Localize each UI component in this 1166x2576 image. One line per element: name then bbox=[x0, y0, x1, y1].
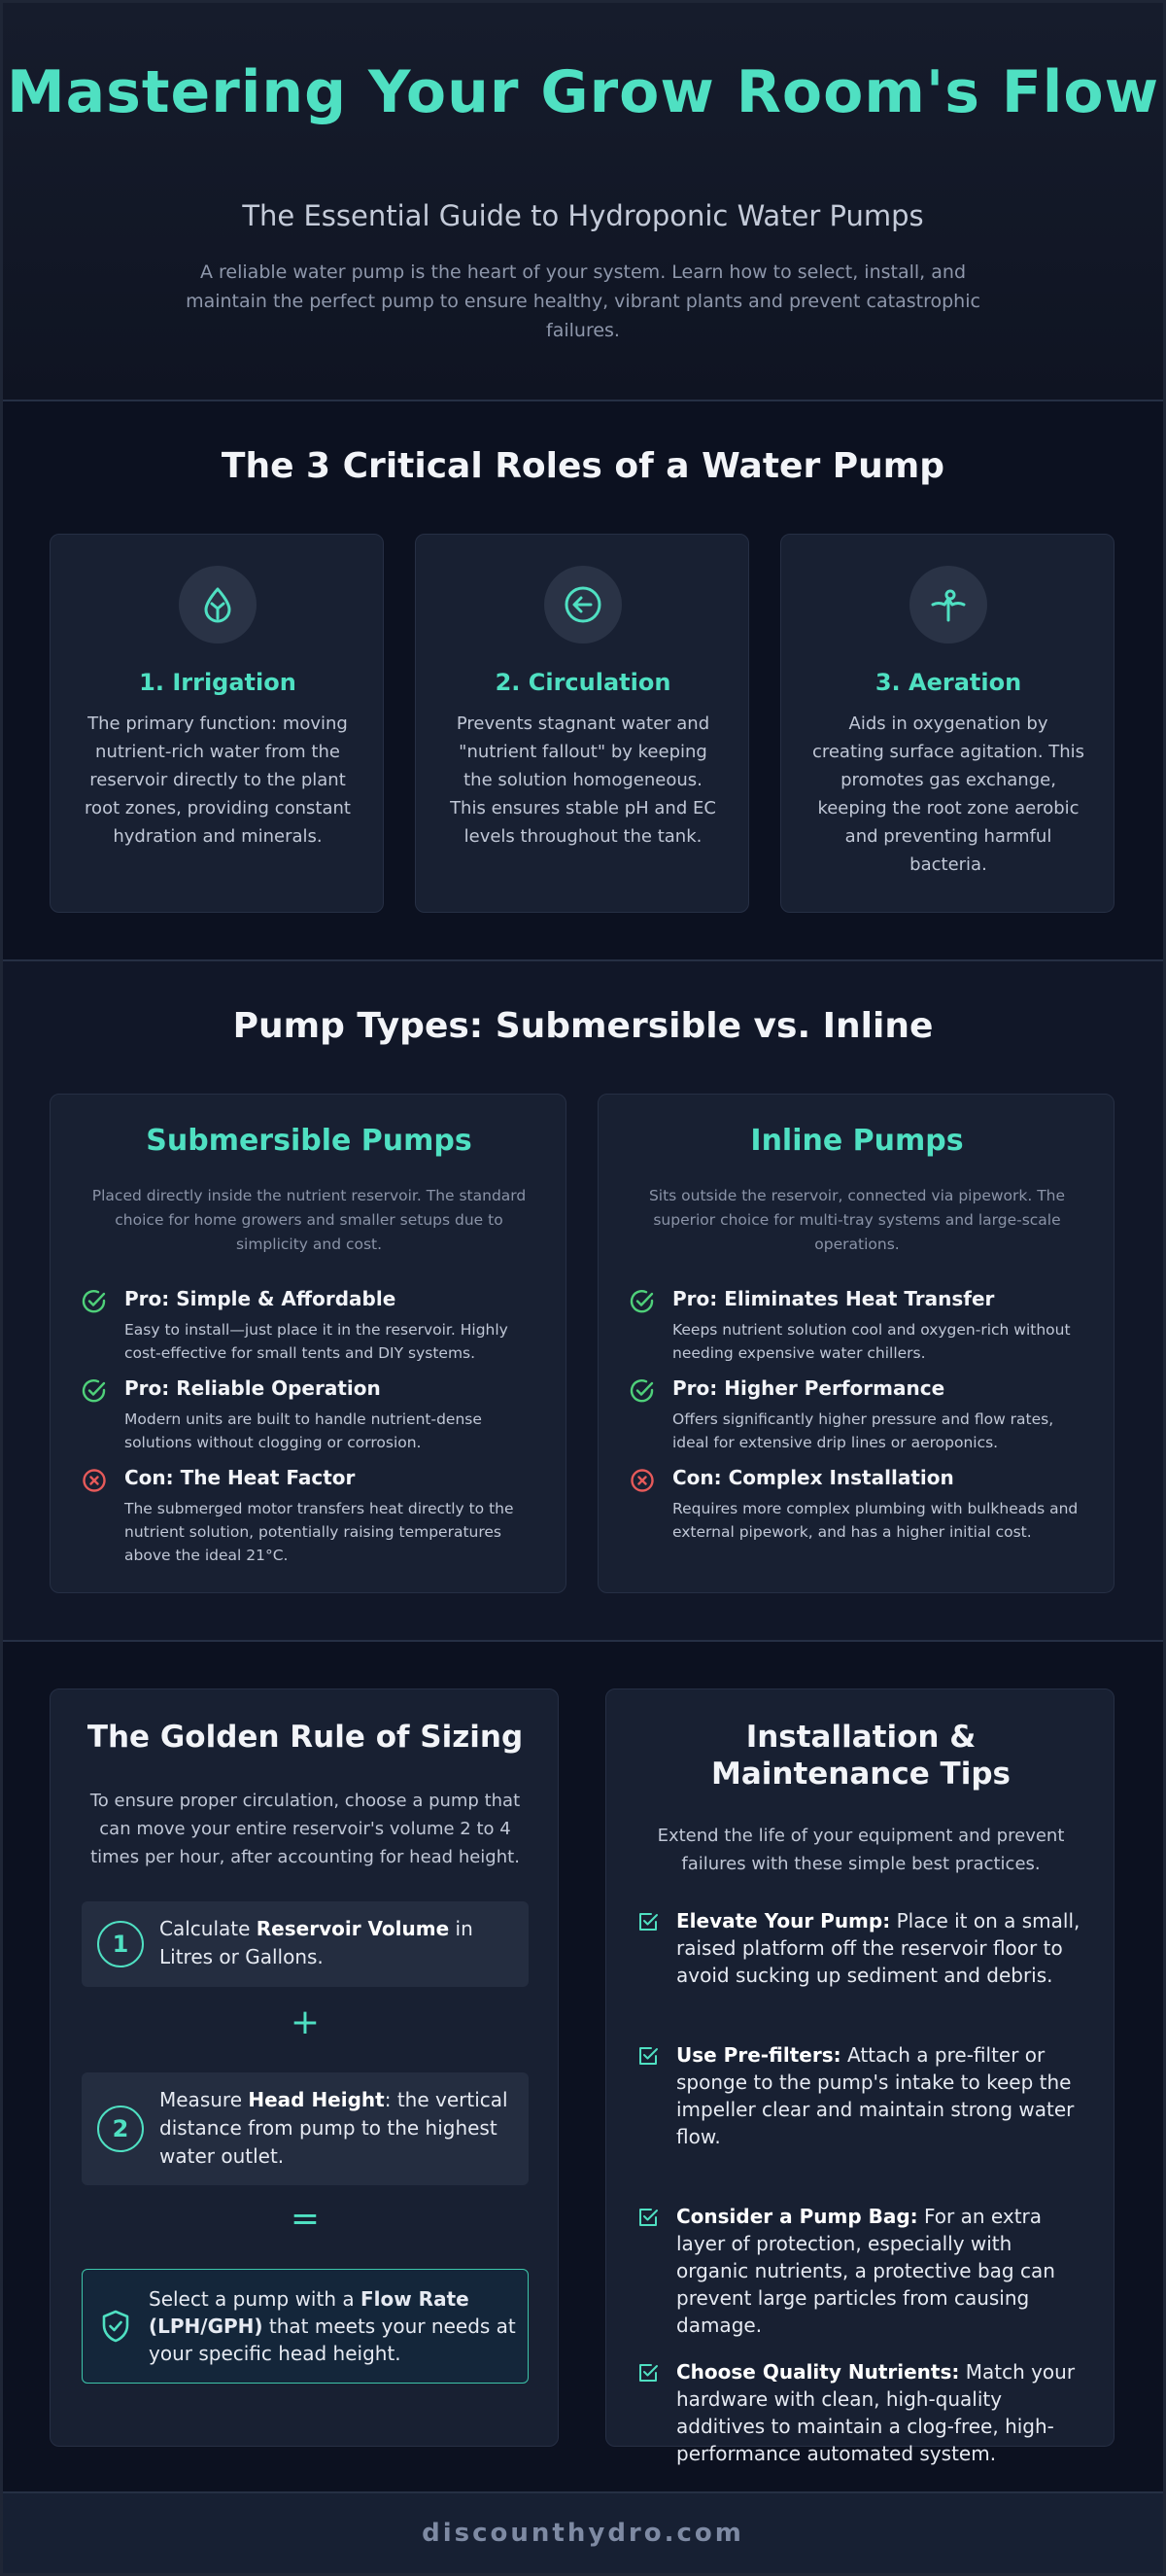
water-drop-icon bbox=[179, 566, 257, 644]
step-text: Measure Head Height: the vertical distance from pump to the highest water outlet. bbox=[159, 2088, 508, 2168]
check-circle-icon bbox=[630, 1378, 655, 1404]
roles-section bbox=[3, 401, 1163, 961]
role-card-circulation bbox=[415, 534, 749, 913]
item-text: Modern units are built to handle nutrient-dense solutions without clogging or corrosion. bbox=[124, 1410, 482, 1451]
role-title: 3. Aeration bbox=[874, 669, 1022, 696]
roles-heading: The 3 Critical Roles of a Water Pump bbox=[221, 446, 945, 486]
inline-card bbox=[598, 1094, 1115, 1593]
tips-card bbox=[605, 1688, 1115, 2465]
item-title: Pro: Reliable Operation bbox=[124, 1376, 381, 1400]
item-title: Con: The Heat Factor bbox=[124, 1466, 356, 1489]
page-subtitle: The Essential Guide to Hydroponic Water Pumps bbox=[242, 199, 924, 232]
pump-types-section bbox=[3, 961, 1163, 1642]
plus-sign: + bbox=[290, 2002, 321, 2042]
inline-title: Inline Pumps bbox=[750, 1124, 964, 1158]
inline-desc: Sits outside the reservoir, connected via pipework. The superior choice for multi-tray systems and large-scale operations. bbox=[648, 1187, 1066, 1253]
page-title: Mastering Your Grow Room's Flow bbox=[6, 58, 1160, 126]
item-title: Pro: Eliminates Heat Transfer bbox=[672, 1287, 995, 1310]
circular-arrow-icon bbox=[544, 566, 622, 644]
role-card-aeration bbox=[780, 534, 1115, 913]
header bbox=[3, 3, 1163, 401]
checkbox-icon bbox=[637, 2045, 659, 2067]
sizing-step-1 bbox=[82, 1901, 529, 1987]
step-text: Calculate Reservoir Volume in Litres or Gallons. bbox=[159, 1917, 473, 1968]
check-circle-icon bbox=[82, 1289, 107, 1314]
pump-types-heading: Pump Types: Submersible vs. Inline bbox=[232, 1006, 934, 1046]
item-text: Requires more complex plumbing with bulkheads and external pipework, and has a higher initial cost. bbox=[672, 1500, 1079, 1541]
item-title: Con: Complex Installation bbox=[672, 1466, 954, 1489]
aeration-icon bbox=[909, 566, 987, 644]
check-circle-icon bbox=[630, 1289, 655, 1314]
item-text: The submerged motor transfers heat directly to the nutrient solution, potentially raising temperatures above the ideal 21°C. bbox=[124, 1500, 514, 1564]
item-text: Keeps nutrient solution cool and oxygen-rich without needing expensive water chillers. bbox=[672, 1321, 1071, 1362]
x-circle-icon bbox=[82, 1468, 107, 1493]
role-title: 2. Circulation bbox=[495, 669, 671, 696]
item-text: Easy to install—just place it in the reservoir. Highly cost-effective for small tents and DIY systems. bbox=[124, 1321, 508, 1362]
item-title: Pro: Higher Performance bbox=[672, 1376, 945, 1400]
header-intro: A reliable water pump is the heart of your system. Learn how to select, install, and maintain the perfect pump to ensure healthy, vibrant plants and prevent catastrophic failures. bbox=[186, 261, 980, 341]
check-circle-icon bbox=[82, 1378, 107, 1404]
x-circle-icon bbox=[630, 1468, 655, 1493]
sizing-card bbox=[50, 1688, 559, 2447]
submersible-title: Submersible Pumps bbox=[146, 1124, 472, 1158]
checkbox-icon bbox=[637, 2362, 659, 2384]
tip-text: Elevate Your Pump: Place it on a small, raised platform off the reservoir floor to avoid sucking up sediment and debris. bbox=[676, 1909, 1080, 1987]
footer-website[interactable]: discounthydro.com bbox=[422, 2519, 744, 2548]
submersible-card bbox=[50, 1094, 566, 1593]
role-title: 1. Irrigation bbox=[139, 669, 296, 696]
tip-text: Consider a Pump Bag: For an extra layer of protection, especially with organic nutrients, a protective bag can prevent large particles from causing damage. bbox=[676, 2205, 1055, 2337]
checkbox-icon bbox=[637, 1911, 659, 1932]
tip-text: Use Pre-filters: Attach a pre-filter or sponge to the pump's intake to keep the impeller clear and maintain strong water flow. bbox=[676, 2043, 1075, 2148]
tips-intro: Extend the life of your equipment and prevent failures with these simple best practices. bbox=[657, 1826, 1065, 1874]
tip-text: Choose Quality Nutrients: Match your hardware with clean, high-quality additives to maintain a clog-free, high-performance automated system. bbox=[676, 2360, 1076, 2465]
role-text: Aids in oxygenation by creating surface agitation. This promotes gas exchange, keeping the root zone aerobic and preventing harmful bacteria. bbox=[811, 714, 1085, 875]
role-text: The primary function: moving nutrient-rich water from the reservoir directly to the plant root zones, providing constant hydration and minerals. bbox=[85, 714, 351, 847]
role-card-irrigation bbox=[50, 534, 384, 913]
tips-title: Installation & Maintenance Tips bbox=[711, 1720, 1011, 1792]
shield-check-icon bbox=[100, 2309, 131, 2344]
item-title: Pro: Simple & Affordable bbox=[124, 1287, 396, 1310]
result-text: Select a pump with a Flow Rate (LPH/GPH) that meets your needs at your specific head height. bbox=[149, 2287, 516, 2365]
item-text: Offers significantly higher pressure and flow rates, ideal for extensive drip lines or aeroponics. bbox=[672, 1410, 1054, 1451]
sizing-title: The Golden Rule of Sizing bbox=[86, 1720, 524, 1755]
step-number: 1 bbox=[97, 1921, 144, 1967]
step-number: 2 bbox=[97, 2106, 144, 2152]
sizing-result bbox=[82, 2269, 529, 2384]
equals-sign: = bbox=[290, 2199, 321, 2239]
submersible-desc: Placed directly inside the nutrient reservoir. The standard choice for home growers and smaller setups due to simplicity and cost. bbox=[91, 1187, 527, 1253]
sizing-tips-section bbox=[3, 1642, 1163, 2493]
role-text: Prevents stagnant water and "nutrient fallout" by keeping the solution homogeneous. This ensures stable pH and EC levels throughout the tank. bbox=[450, 714, 716, 847]
checkbox-icon bbox=[637, 2207, 659, 2228]
sizing-step-2 bbox=[82, 2072, 529, 2185]
footer bbox=[3, 2493, 1163, 2573]
sizing-intro: To ensure proper circulation, choose a pump that can move your entire reservoir's volume 2 to 4 times per hour, after accounting for head height. bbox=[89, 1791, 521, 1867]
